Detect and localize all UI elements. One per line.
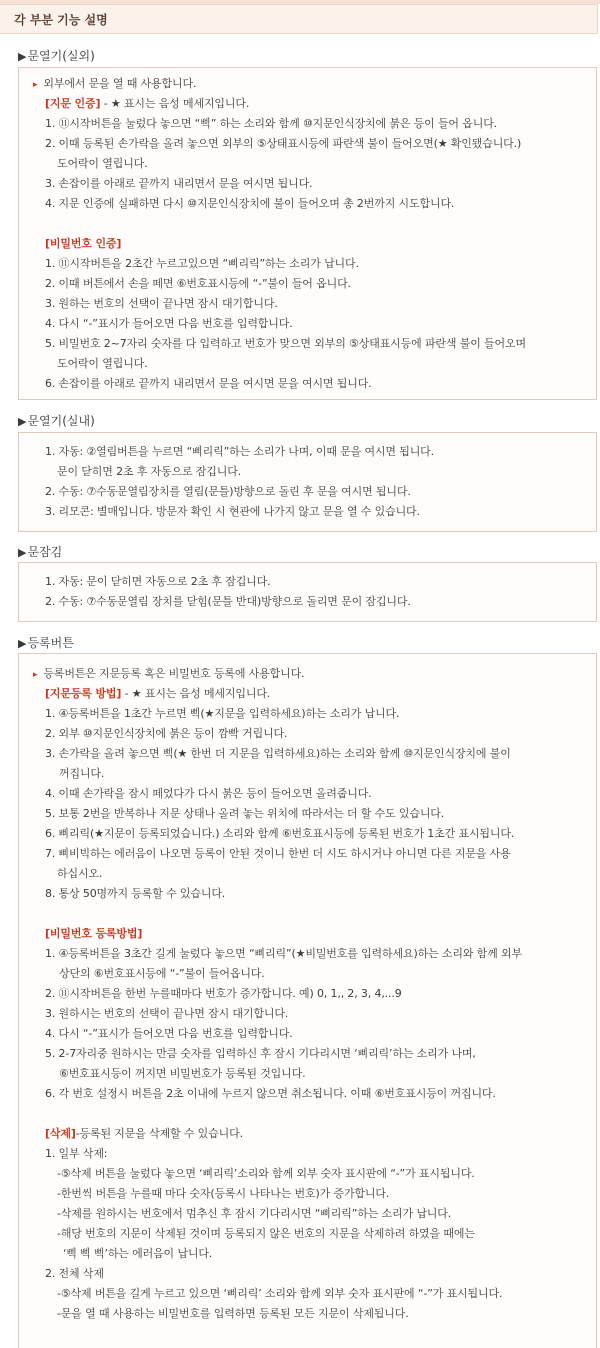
- triangle-right-icon: ▶: [18, 415, 27, 428]
- section-title-register-button: ▶등록버튼: [18, 636, 74, 650]
- triangle-right-icon: ▶: [18, 50, 27, 63]
- list-item: 6. 삐리릭(★지문이 등록되었습니다.) 소리와 함께 ⑥번호표시등에 등록된 번호가 1초간 표시됩니다.: [45, 827, 515, 840]
- list-item: 5. 2-7자리중 원하시는 만큼 숫자를 입력하신 후 잠시 기다리시면 ‘삐리릭’하는 소리가 나며,: [45, 1047, 476, 1060]
- list-item: -삭제를 원하시는 번호에서 멈추신 후 잠시 기다리시면 “삐리릭”하는 소리가 납니다.: [57, 1207, 452, 1220]
- list-item: 1. 자동: 문이 닫히면 자동으로 2초 후 잠깁니다.: [45, 575, 271, 588]
- list-item: -⑤삭제 버튼을 길게 누르고 있으면 ‘삐리릭’ 소리와 함께 외부 숫자 표시판에 “-”가 표시됩니다.: [57, 1287, 503, 1300]
- list-item: 1. ⑪시작버튼을 2초간 누르고있으면 “삐리릭”하는 소리가 납니다.: [45, 257, 359, 270]
- section-box-door-lock: [18, 562, 597, 622]
- section-box-door-open-inside: [18, 432, 597, 532]
- list-item: 6. 각 번호 설정시 버튼을 2초 이내에 누르지 않으면 취소됩니다. 이때 ⑥번호표시등이 꺼집니다.: [45, 1087, 496, 1100]
- list-item: 4. 다시 “-”표시가 들어오면 다음 번호를 입력합니다.: [45, 317, 293, 330]
- triangle-right-icon: ▶: [18, 546, 27, 559]
- list-item: 3. 손잡이를 아래로 끝까지 내리면서 문을 여시면 됩니다.: [45, 177, 313, 190]
- triangle-bullet-icon: ▸: [33, 670, 38, 680]
- list-item: ▸ 외부에서 문을 열 때 사용합니다.: [33, 77, 197, 90]
- list-item: 4. 이때 손가락을 잠시 떼었다가 다시 붉은 등이 들어오면 올려줍니다.: [45, 787, 372, 800]
- list-item: ▸ 등록버튼은 지문등록 혹은 비밀번호 등록에 사용합니다.: [33, 667, 305, 680]
- list-item: 3. 원하시는 번호의 선택이 끝나면 잠시 대기합니다.: [45, 1007, 289, 1020]
- list-item: 5. 비밀번호 2~7자리 숫자를 다 입력하고 번호가 맞으면 외부의 ⑤상태표시등에 파란색 불이 들어오며: [45, 337, 526, 350]
- list-item: 8. 통상 50명까지 등록할 수 있습니다.: [45, 887, 226, 900]
- page-title: 각 부분 기능 설명: [0, 4, 598, 34]
- list-item: 4. 다시 “-”표시가 들어오면 다음 번호를 입력합니다.: [45, 1027, 293, 1040]
- list-item: 2. 외부 ⑩지문인식장치에 붉은 등이 깜빡 거립니다.: [45, 727, 288, 740]
- list-item: ⑥번호표시등이 꺼지면 비밀번호가 등록된 것입니다.: [59, 1067, 306, 1080]
- subheading-password-register: [비밀번호 등록방법]: [45, 927, 143, 940]
- list-item: 3. 손가락을 올려 놓으면 삑(★ 한번 더 지문을 입력하세요)하는 소리와 함께 ⑩지문인식장치에 불이: [45, 747, 511, 760]
- list-item: 꺼집니다.: [59, 767, 105, 780]
- list-item: 3. 리모콘: 별매입니다. 방문자 확인 시 현관에 나가지 않고 문을 열 수 있습니다.: [45, 505, 420, 518]
- list-item: 6. 손잡이를 아래로 끝까지 내리면서 문을 여시면 문을 여시면 됩니다.: [45, 377, 372, 390]
- section-box-door-open-outside: [18, 67, 597, 400]
- section-title-door-open-inside: ▶문열기(실내): [18, 414, 95, 428]
- list-item: 도어락이 열립니다.: [57, 157, 148, 170]
- list-item: [지문 인증] - ★ 표시는 음성 메세지입니다.: [45, 97, 250, 110]
- list-item: -한번씩 버튼을 누를때 마다 숫자(등록시 나타나는 번호)가 증가합니다.: [57, 1187, 390, 1200]
- list-item: 도어락이 열립니다.: [57, 357, 148, 370]
- list-item: 1. 일부 삭제:: [45, 1147, 108, 1160]
- list-item: 4. 지문 인증에 실패하면 다시 ⑩지문인식장치에 불이 들어오며 총 2번까지 시도합니다.: [45, 197, 455, 210]
- list-item: [지문등록 방법] - ★ 표시는 음성 메세지입니다.: [45, 687, 271, 700]
- list-item: 1. ⑪시작버튼을 눌렀다 놓으면 “삑” 하는 소리와 함께 ⑩지문인식장치에 붉은 등이 들어 옵니다.: [45, 117, 498, 130]
- list-item: [삭제]-등록된 지문을 삭제할 수 있습니다.: [45, 1127, 243, 1140]
- list-item: 5. 보통 2번을 반복하나 지문 상태나 올려 놓는 위치에 따라서는 더 할 수도 있습니다.: [45, 807, 445, 820]
- list-item: 2. ⑪시작버튼을 한번 누를때마다 번호가 증가합니다. 예) 0, 1,, 2, 3, 4,...9: [45, 987, 402, 1000]
- list-item: 2. 전체 삭제: [45, 1267, 104, 1280]
- triangle-bullet-icon: ▸: [33, 80, 38, 90]
- list-item: 2. 이때 버튼에서 손을 떼면 ⑥번호표시등에 “-”불이 들어 옵니다.: [45, 277, 351, 290]
- list-item: 문이 닫히면 2초 후 자동으로 잠깁니다.: [57, 465, 242, 478]
- list-item: 1. ④등록버튼을 3초간 길게 눌렀다 놓으면 “삐리릭”(★비밀번호를 입력하세요)하는 소리와 함께 외부: [45, 947, 522, 960]
- list-item: 상단의 ⑥번호표시등에 “-”불이 들어옵니다.: [59, 967, 265, 980]
- section-title-door-lock: ▶문잠김: [18, 545, 63, 559]
- list-item: -해당 번호의 지문이 삭제된 것이며 등록되지 않은 번호의 지문을 삭제하려 하였을 때에는: [57, 1227, 475, 1240]
- list-item: 2. 이때 등록된 손가락을 올려 놓으면 외부의 ⑤상태표시등에 파란색 불이 들어오면(★ 확인됐습니다.): [45, 137, 522, 150]
- section-title-door-open-outside: ▶문열기(실외): [18, 49, 95, 63]
- section-box-register-button: [18, 653, 597, 1348]
- list-item: 7. 삐비빅하는 에러음이 나오면 등록이 안된 것이니 한번 더 시도 하시거나 아니면 다른 지문을 사용: [45, 847, 511, 860]
- list-item: 2. 수동: ⑦수동문열림장치를 열림(문틀)방향으로 돌린 후 문을 여시면 됩니다.: [45, 485, 411, 498]
- list-item: 2. 수동: ⑦수동문열림 장치를 닫힘(문틀 반대)방향으로 돌리면 문이 잠깁니다.: [45, 595, 411, 608]
- subheading-password-auth: [비밀번호 인증]: [45, 237, 122, 250]
- list-item: ‘삑 삑 삑’하는 에러음이 납니다.: [63, 1247, 213, 1260]
- list-item: 1. ④등록버튼을 1초간 누르면 삑(★지문을 입력하세요)하는 소리가 납니다.: [45, 707, 400, 720]
- triangle-right-icon: ▶: [18, 637, 27, 650]
- list-item: 1. 자동: ②열림버튼을 누르면 “삐리릭”하는 소리가 나며, 이때 문을 여시면 됩니다.: [45, 445, 434, 458]
- list-item: -⑤삭제 버튼을 눌렀다 놓으면 ‘삐리릭’소리와 함께 외부 숫자 표시판에 “-”가 표시됩니다.: [57, 1167, 475, 1180]
- list-item: -문을 열 때 사용하는 비밀번호를 입력하면 등록된 모든 지문이 삭제됩니다.: [57, 1307, 409, 1320]
- list-item: 하십시오.: [57, 867, 103, 880]
- list-item: 3. 원하는 번호의 선택이 끝나면 잠시 대기합니다.: [45, 297, 278, 310]
